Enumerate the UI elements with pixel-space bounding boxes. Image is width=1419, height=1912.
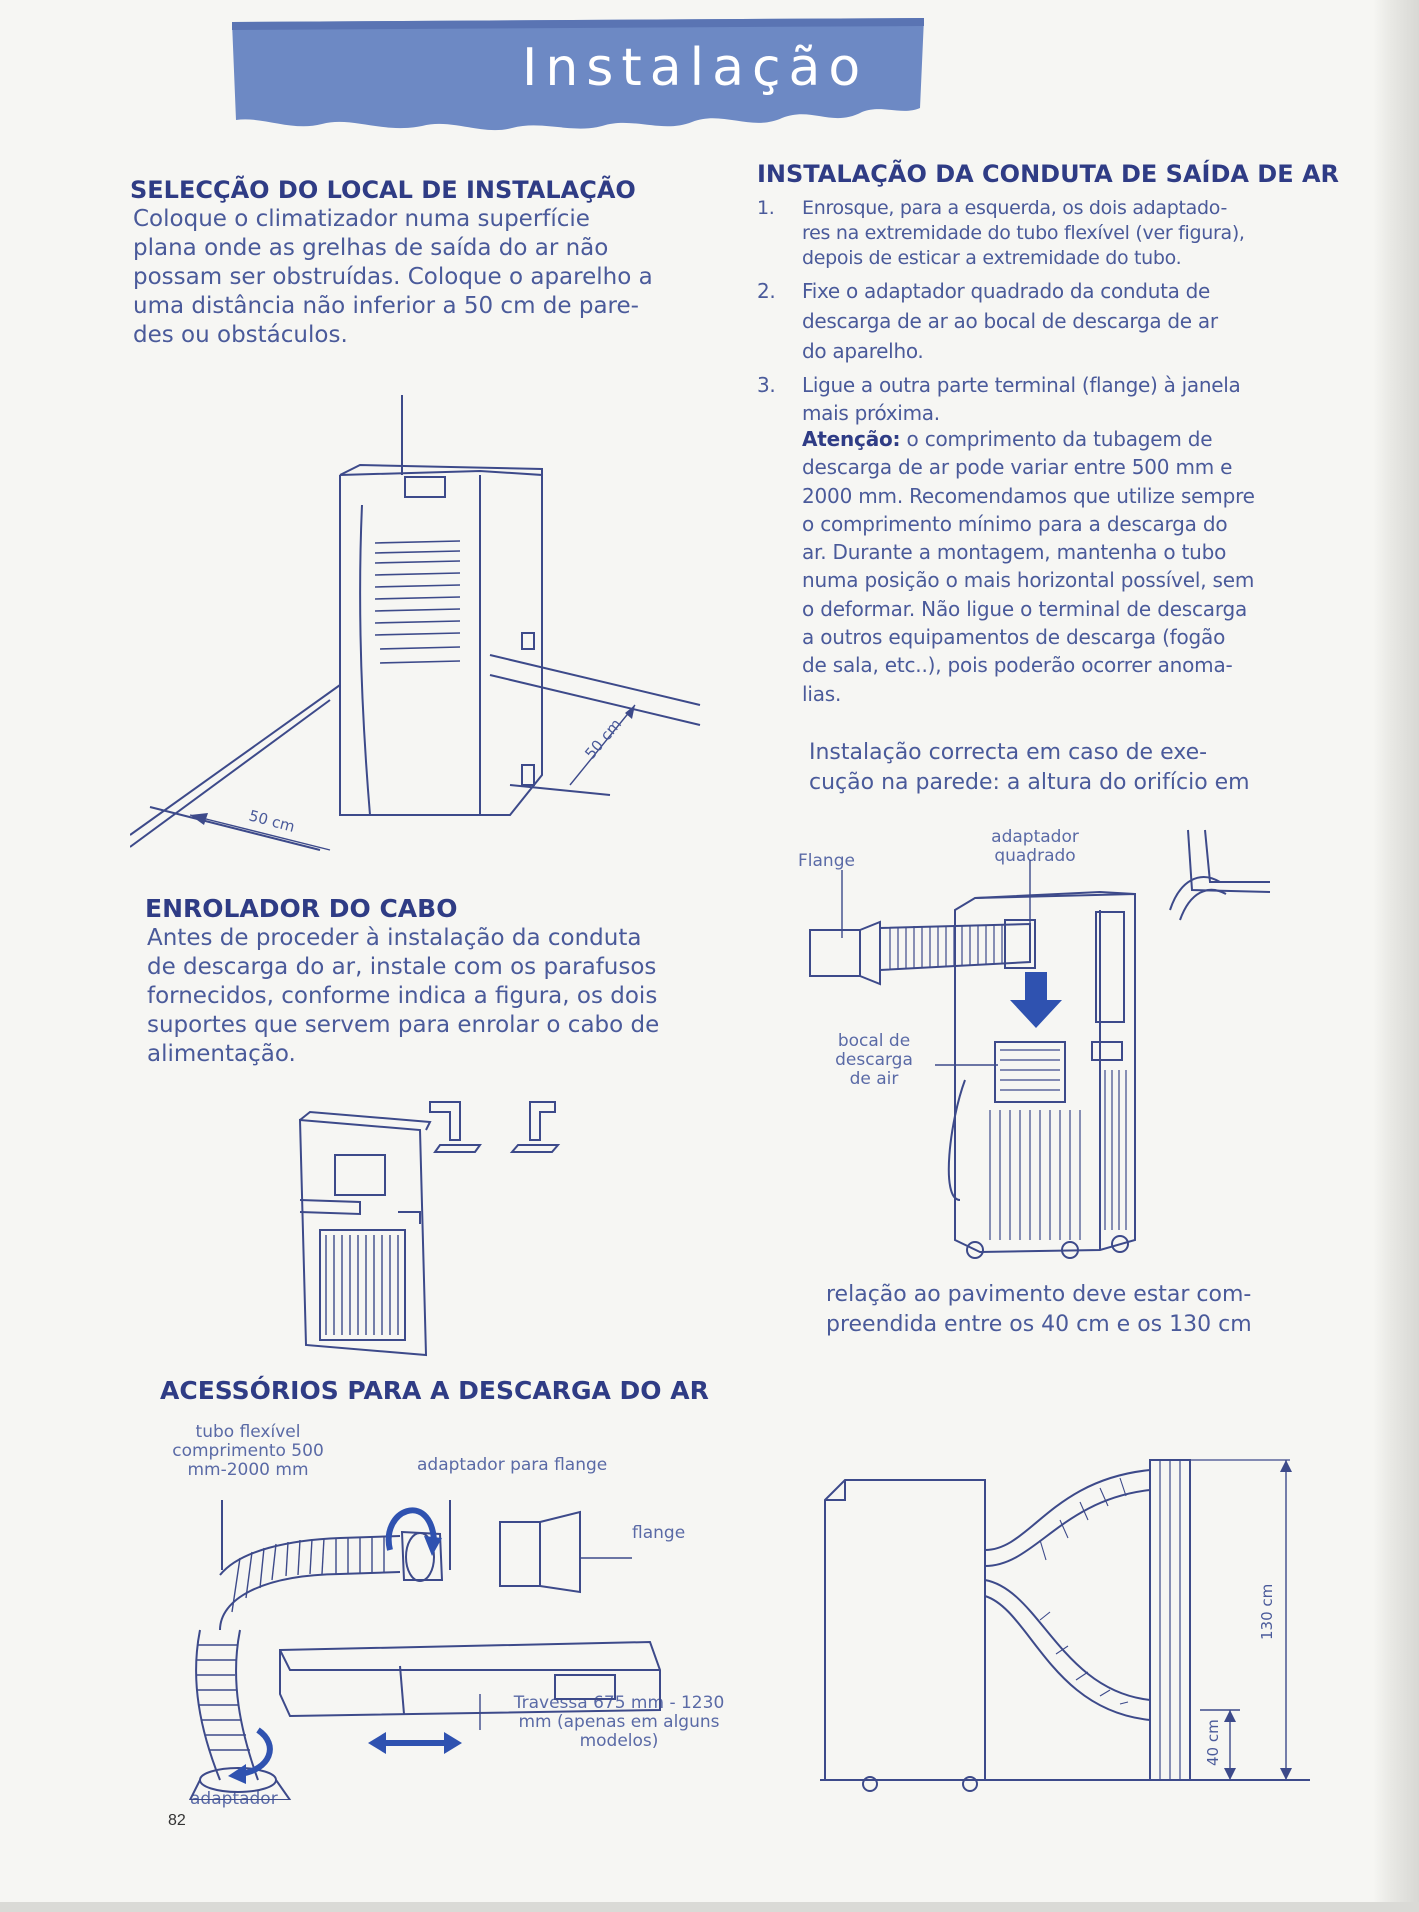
page-bottom-edge (0, 1902, 1419, 1912)
attention-label: Atenção: (802, 427, 901, 451)
text-line: suportes que servem para enrolar o cabo de (147, 1012, 660, 1038)
label-flange-adapter: adaptador para flange (417, 1455, 608, 1475)
page-edge-shadow (1373, 0, 1419, 1912)
paragraph-cable-reel (147, 924, 699, 1069)
step-1: 1. Enrosque, para a esquerda, os dois adaptado- res na extremidade do tubo flexível (ver figura), depois de esticar a extremidade do tubo. (757, 197, 1245, 269)
figure-wall-heights (820, 1440, 1320, 1800)
text-line: des ou obstáculos. (133, 322, 348, 348)
heading-installation-location: SELECÇÃO DO LOCAL DE INSTALAÇÃO (130, 176, 636, 204)
text-line: uma distância não inferior a 50 cm de pare- (133, 293, 639, 319)
clearance-label-left: 50 cm (246, 806, 297, 836)
text-line: de descarga do ar, instale com os parafusos (147, 954, 657, 980)
page-title: Instalação (522, 38, 869, 98)
label-square-adapter: adaptador quadrado (991, 827, 1079, 866)
label-crossbar: Travessa 675 mm - 1230 mm (apenas em alguns modelos) (513, 1693, 725, 1751)
heading-air-outlet-installation: INSTALAÇÃO DA CONDUTA DE SAÍDA DE AR (757, 160, 1340, 188)
page-number: 82 (168, 1812, 186, 1829)
step-3: 3. Ligue a outra parte terminal (flange) à janela mais próxima. (757, 373, 1241, 425)
label-outlet: bocal de descarga de air (835, 1031, 913, 1089)
clearance-label-right: 50 cm (581, 715, 626, 763)
figure-clearance-diagram (130, 395, 710, 875)
heading-accessories: ACESSÓRIOS PARA A DESCARGA DO AR (160, 1376, 709, 1405)
text-line: possam ser obstruídas. Coloque o aparelho a (133, 264, 653, 290)
wall-installation-outro: relação ao pavimento deve estar com- preendida entre os 40 cm e os 130 cm (826, 1282, 1252, 1337)
paragraph-installation-location (133, 205, 685, 350)
label-flange: flange (632, 1523, 686, 1543)
text-line: fornecidos, conforme indica a figura, os dois (147, 983, 658, 1009)
heading-cable-reel: ENROLADOR DO CABO (145, 894, 458, 923)
dimension-130cm: 130 cm (1258, 1583, 1276, 1640)
label-flexible-hose: tubo flexível comprimento 500 mm-2000 mm (172, 1422, 324, 1480)
dimension-40cm: 40 cm (1204, 1719, 1222, 1766)
figure-accessories (180, 1480, 720, 1800)
figure-hose-connection (800, 820, 1280, 1260)
label-adapter: adaptador (190, 1789, 278, 1809)
steps-list (757, 196, 1317, 427)
text-line: alimentação. (147, 1041, 296, 1067)
wall-installation-intro: Instalação correcta em caso de exe- cução na parede: a altura do orifício em (809, 740, 1250, 795)
text-line: plana onde as grelhas de saída do ar não (133, 235, 609, 261)
figure-cable-brackets (290, 1090, 590, 1360)
header-banner (232, 8, 924, 136)
attention-note: Atenção: o comprimento da tubagem de descarga de ar pode variar entre 500 mm e 2000 mm. Recomendamos que utilize sempre o comprimento mínimo para a descarga do ar. Durante a montagem, mantenha o tubo numa posição o mais horizontal possível, sem o deformar. Não ligue o terminal de descarga a outros equipamentos de descarga (fogão de sala, etc..), pois poderão ocorrer anoma- lias. (802, 427, 1255, 706)
label-flange-fig: Flange (798, 851, 855, 871)
text-line: Antes de proceder à instalação da conduta (147, 925, 642, 951)
step-2: 2. Fixe o adaptador quadrado da conduta de descarga de ar ao bocal de descarga de ar do aparelho. (757, 279, 1218, 363)
text-line: Coloque o climatizador numa superfície (133, 206, 590, 232)
